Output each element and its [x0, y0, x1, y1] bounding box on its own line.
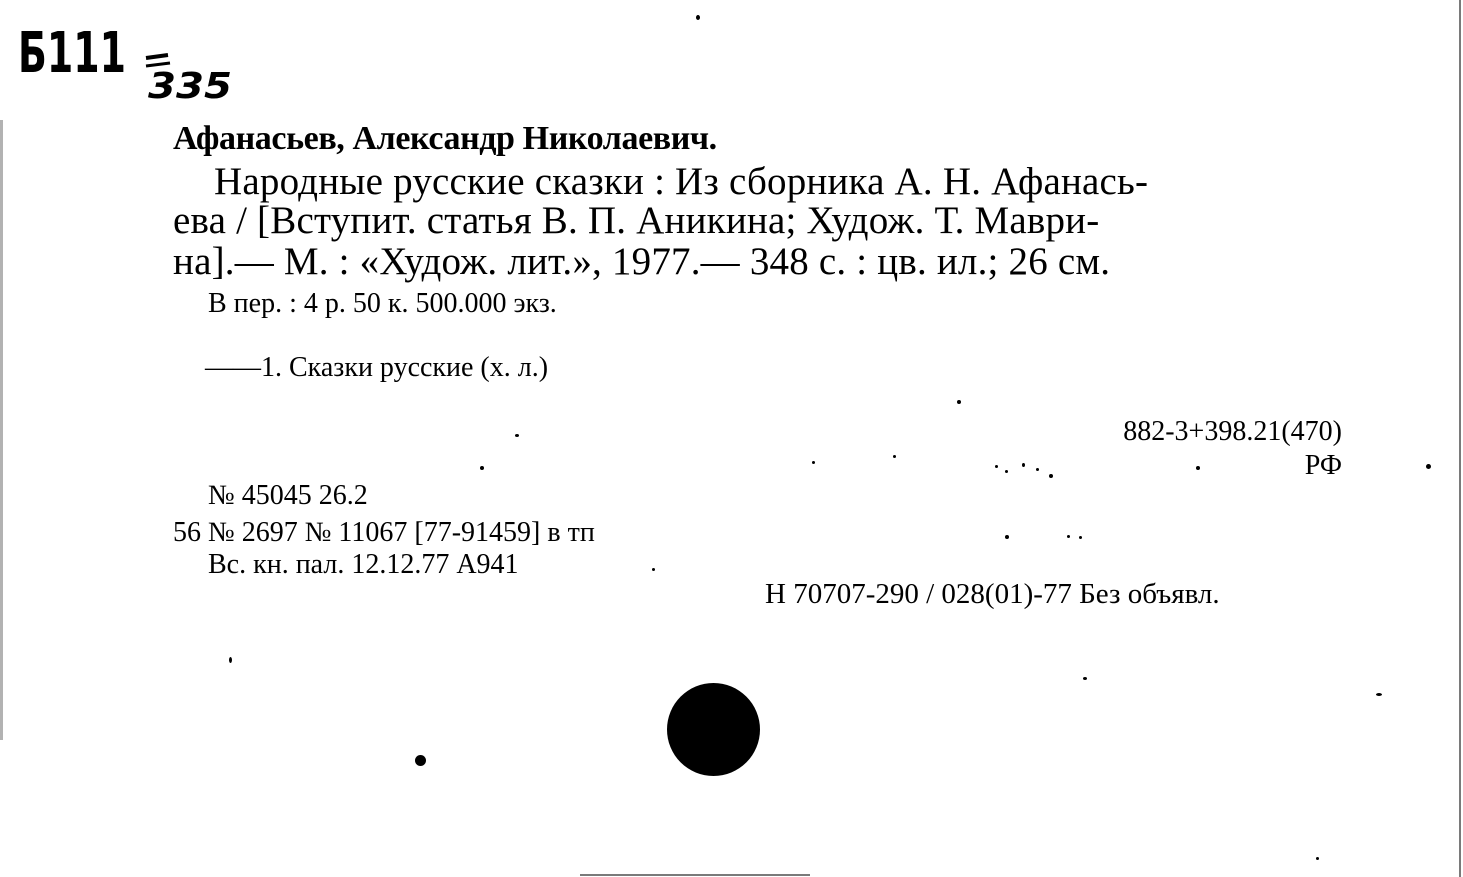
description-line: Народные русские сказки : Из сборника А. Н. Афанась- [214, 160, 1149, 203]
ink-speck [957, 400, 961, 404]
registration-line: № 45045 26.2 [208, 480, 368, 511]
shelf-mark-drawing [18, 14, 248, 107]
ink-speck [893, 455, 896, 458]
ink-speck [1079, 536, 1082, 539]
ink-speck [1316, 857, 1319, 860]
ink-speck [1083, 677, 1087, 680]
ink-speck [652, 568, 655, 571]
ink-speck [1036, 468, 1039, 471]
ink-speck [229, 657, 232, 663]
shelf-mark-overline [146, 55, 168, 58]
publisher-index-line: Н 70707-290 / 028(01)-77 Без объявл. [765, 578, 1220, 610]
ink-speck [812, 461, 815, 464]
card-punch-hole [667, 683, 760, 776]
card-right-edge [1459, 0, 1461, 877]
ink-speck [1376, 693, 1382, 696]
ink-speck [995, 465, 998, 468]
ink-speck [1426, 464, 1431, 469]
registration-line: Вс. кн. пал. 12.12.77 А941 [208, 549, 519, 580]
price-and-print-run: В пер. : 4 р. 50 к. 500.000 экз. [208, 288, 557, 319]
ink-speck [1049, 474, 1053, 478]
shelf-mark-number: 335 [148, 66, 232, 107]
description-line: на].— М. : «Худож. лит.», 1977.— 348 с. : цв. ил.; 26 см. [173, 240, 1111, 283]
classification-code: 882-3+398.21(470) [1123, 416, 1342, 447]
ink-speck [696, 15, 700, 20]
ink-speck [1022, 463, 1025, 467]
author-heading: Афанасьев, Александр Николаевич. [173, 120, 717, 157]
subject-heading: ——1. Сказки русские (х. л.) [205, 352, 549, 383]
description-line: ева / [Вступит. статья В. П. Аникина; Худож. Т. Маври- [173, 199, 1100, 242]
card-bottom-edge [580, 874, 810, 876]
ink-speck [1067, 535, 1070, 538]
handwritten-shelf-mark [18, 14, 248, 107]
registration-line: 56 № 2697 № 11067 [77-91459] в тп [173, 517, 595, 548]
card-left-edge [0, 120, 3, 740]
ink-speck [515, 434, 519, 437]
classification-mark: РФ [1304, 450, 1342, 481]
shelf-mark-code: Б111 [18, 21, 127, 86]
classification-block [1000, 415, 1342, 483]
ink-speck [480, 466, 484, 470]
ink-speck [1005, 535, 1009, 539]
ink-speck [1005, 470, 1008, 473]
ink-speck [1196, 466, 1200, 470]
ink-speck [415, 755, 426, 766]
